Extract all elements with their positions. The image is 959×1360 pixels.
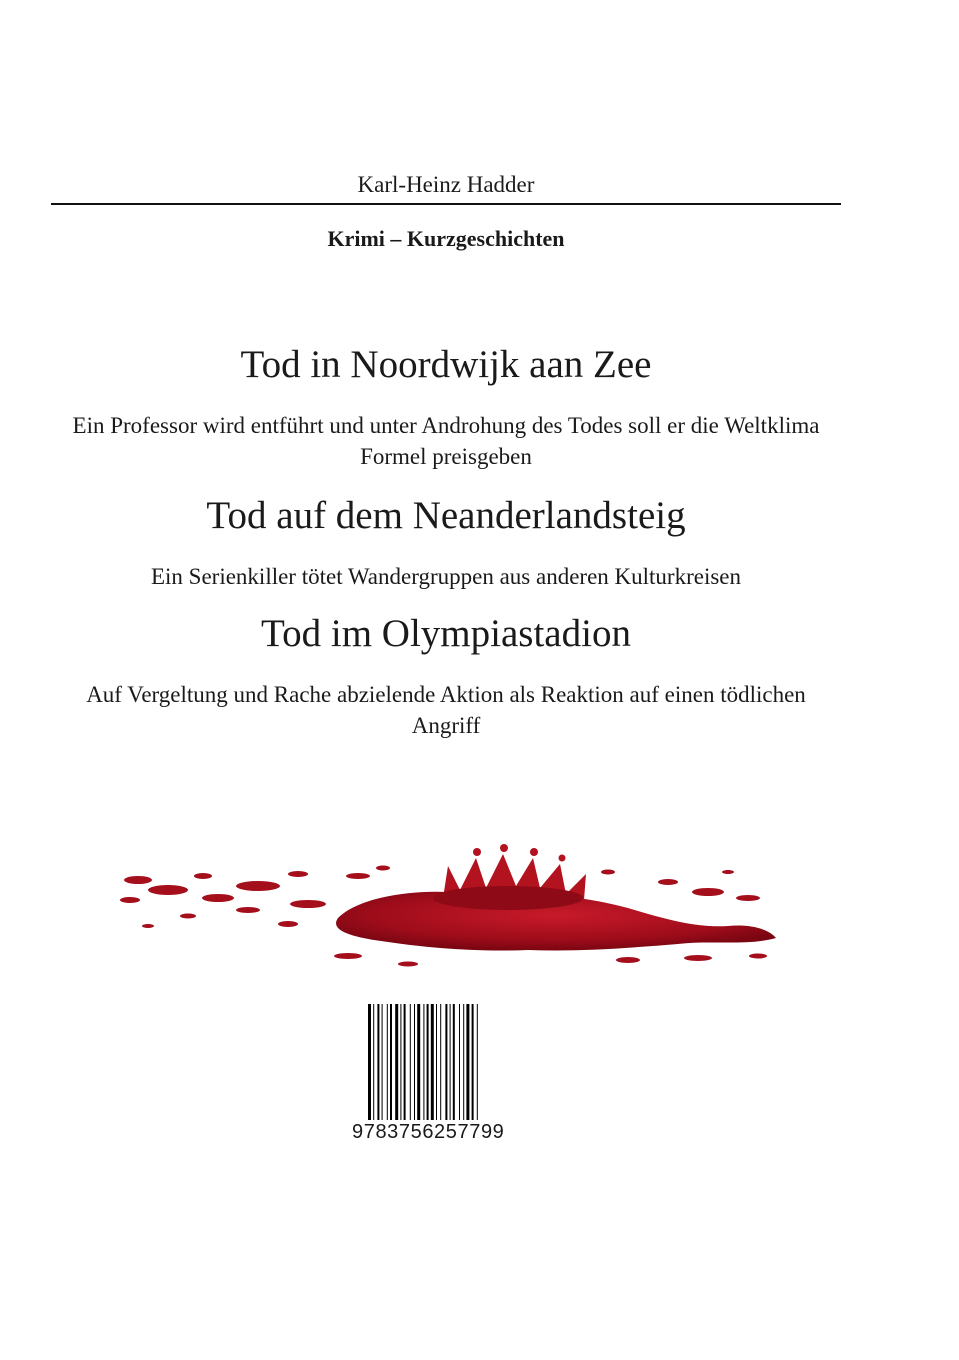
barcode-bar xyxy=(414,1004,415,1124)
barcode-bar xyxy=(377,1004,379,1124)
story-title-1: Tod in Noordwijk aan Zee xyxy=(240,343,652,386)
barcode-bar xyxy=(450,1004,451,1124)
barcode-bar xyxy=(423,1004,424,1124)
barcode-bar xyxy=(400,1004,401,1124)
genre-label: Krimi – Kurzgeschichten xyxy=(327,226,565,251)
barcode-bar xyxy=(387,1004,388,1124)
barcode-bar xyxy=(466,1004,469,1124)
barcode-bar xyxy=(477,1004,478,1124)
barcode-bar xyxy=(390,1004,392,1124)
story-description-3: Auf Vergeltung und Rache abzielende Aktion als Reaktion auf einen tödlichen Angriff xyxy=(86,682,806,738)
blood-splash-image xyxy=(108,828,784,976)
story-description-2: Ein Serienkiller tötet Wandergruppen aus anderen Kulturkreisen xyxy=(150,564,741,589)
barcode-bar xyxy=(427,1004,429,1124)
story-title-2: Tod auf dem Neanderlandsteig xyxy=(206,494,686,537)
barcode-bar xyxy=(404,1004,406,1124)
story-title-3: Tod im Olympiastadion xyxy=(261,612,631,655)
barcode-bar xyxy=(410,1004,411,1124)
barcode-bar xyxy=(368,1004,371,1124)
barcode-bar xyxy=(436,1004,437,1124)
barcode-bar xyxy=(431,1004,434,1124)
barcode-bar xyxy=(472,1004,474,1124)
barcode-bar xyxy=(445,1004,447,1124)
author-name: Karl-Heinz Hadder xyxy=(357,172,535,197)
barcode-bar xyxy=(440,1004,441,1124)
isbn-number: 9783756257799 xyxy=(350,1120,532,1144)
barcode-bar xyxy=(463,1004,464,1124)
barcode-bar xyxy=(453,1004,455,1124)
barcode-bar xyxy=(459,1004,460,1124)
barcode-bar xyxy=(382,1004,383,1124)
barcode-bar xyxy=(373,1004,374,1124)
barcode-bar xyxy=(395,1004,398,1124)
story-description-1: Ein Professor wird entführt und unter Androhung des Todes soll er die Weltklima Formel preisgeben xyxy=(72,413,820,469)
divider-line xyxy=(51,203,841,205)
barcode-bar xyxy=(417,1004,420,1124)
